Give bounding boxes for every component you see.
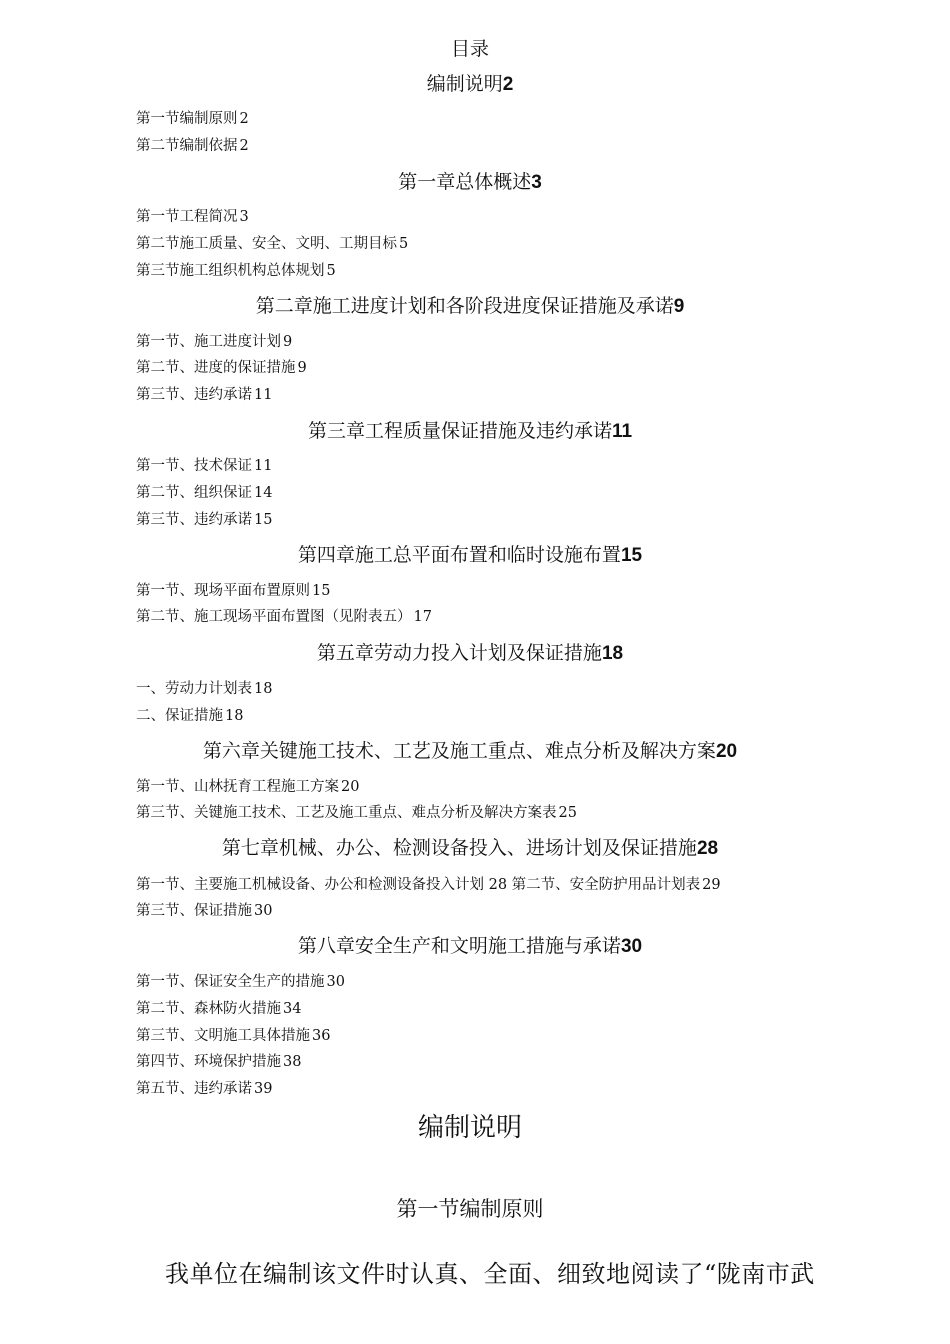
- entry-page-number: 18: [225, 708, 244, 724]
- toc-chapter-8[interactable]: [0, 933, 940, 960]
- toc-chapter-6[interactable]: [0, 738, 940, 765]
- toc-entry[interactable]: [136, 234, 408, 254]
- toc-entry[interactable]: [136, 456, 272, 476]
- entry-title: 第一节、主要施工机械设备、办公和检测设备投入计划 28 第二节、安全防护用品计划表: [136, 877, 701, 893]
- entry-page-number: 2: [239, 111, 249, 127]
- entry-title: 第一节、现场平面布置原则: [136, 583, 310, 599]
- toc-chapter-preface[interactable]: [0, 71, 940, 98]
- toc-entry[interactable]: [136, 999, 301, 1019]
- entry-title: 第三节、关键施工技术、工艺及施工重点、难点分析及解决方案表: [136, 805, 557, 821]
- entry-title: 第三节、保证措施: [136, 903, 252, 919]
- toc-entry[interactable]: [136, 136, 249, 156]
- toc-entry[interactable]: [136, 777, 359, 797]
- chapter-page-number: 11: [611, 421, 633, 442]
- entry-page-number: 15: [254, 512, 273, 528]
- chapter-title: 第五章劳动力投入计划及保证措施: [316, 642, 602, 664]
- chapter-page-number: 15: [620, 545, 643, 566]
- entry-page-number: 5: [399, 236, 409, 252]
- toc-entry[interactable]: [136, 207, 249, 227]
- chapter-title: 第二章施工进度计划和各阶段进度保证措施及承诺: [255, 295, 674, 317]
- entry-page-number: 17: [413, 609, 432, 625]
- toc-entry[interactable]: [136, 510, 272, 530]
- chapter-page-number: 9: [673, 296, 685, 317]
- toc-entry[interactable]: [136, 972, 345, 992]
- toc-entry[interactable]: [136, 1026, 330, 1046]
- chapter-page-number: 30: [620, 936, 643, 957]
- entry-title: 第二节施工质量、安全、文明、工期目标: [136, 236, 397, 252]
- toc-chapter-1[interactable]: [0, 169, 940, 196]
- entry-title: 第一节、保证安全生产的措施: [136, 974, 325, 990]
- toc-entry[interactable]: [136, 581, 330, 601]
- entry-title: 第二节、森林防火措施: [136, 1001, 281, 1017]
- chapter-title: 编制说明: [426, 73, 503, 95]
- entry-page-number: 9: [297, 360, 307, 376]
- toc-entry[interactable]: [136, 803, 577, 823]
- chapter-title: 第一章总体概述: [398, 171, 532, 193]
- toc-entry[interactable]: [136, 1052, 301, 1072]
- toc-entry[interactable]: [136, 875, 721, 895]
- subsection-heading: 第一节编制原则: [396, 1197, 544, 1221]
- entry-page-number: 29: [702, 877, 721, 893]
- entry-title: 第五节、违约承诺: [136, 1081, 252, 1097]
- entry-page-number: 3: [239, 209, 249, 225]
- entry-page-number: 38: [283, 1054, 302, 1070]
- entry-title: 第二节、施工现场平面布置图（见附表五）: [136, 609, 412, 625]
- chapter-title: 第三章工程质量保证措施及违约承诺: [307, 420, 612, 442]
- toc-entry[interactable]: [136, 1079, 272, 1099]
- entry-page-number: 15: [312, 583, 331, 599]
- entry-title: 第一节、施工进度计划: [136, 334, 281, 350]
- toc-entry[interactable]: [136, 332, 292, 352]
- chapter-title: 第七章机械、办公、检测设备投入、进场计划及保证措施: [221, 837, 697, 859]
- entry-page-number: 39: [254, 1081, 273, 1097]
- toc-title: 目录: [450, 38, 489, 60]
- toc-entry[interactable]: [136, 607, 432, 627]
- entry-page-number: 30: [326, 974, 345, 990]
- entry-title: 第一节工程简况: [136, 209, 238, 225]
- toc-chapter-4[interactable]: [0, 542, 940, 569]
- toc-chapter-2[interactable]: [0, 293, 940, 320]
- entry-title: 二、保证措施: [136, 708, 223, 724]
- entry-page-number: 20: [341, 779, 360, 795]
- entry-title: 第三节、违约承诺: [136, 512, 252, 528]
- entry-title: 第二节、组织保证: [136, 485, 252, 501]
- entry-title: 第三节施工组织机构总体规划: [136, 263, 325, 279]
- toc-entry[interactable]: [136, 358, 307, 378]
- toc-chapter-5[interactable]: [0, 640, 940, 667]
- entry-title: 第一节编制原则: [136, 111, 238, 127]
- chapter-page-number: 20: [715, 741, 738, 762]
- chapter-page-number: 18: [601, 643, 624, 664]
- entry-title: 第三节、文明施工具体措施: [136, 1028, 310, 1044]
- toc-chapter-3[interactable]: [0, 418, 940, 445]
- entry-title: 第一节、技术保证: [136, 458, 252, 474]
- entry-page-number: 34: [283, 1001, 302, 1017]
- toc-entry[interactable]: [136, 706, 243, 726]
- entry-page-number: 25: [558, 805, 577, 821]
- section-heading: 编制说明: [417, 1113, 522, 1143]
- entry-title: 第二节编制依据: [136, 138, 238, 154]
- toc-entry[interactable]: [136, 901, 272, 921]
- toc-entry[interactable]: [136, 261, 336, 281]
- entry-title: 一、劳动力计划表: [136, 681, 252, 697]
- entry-title: 第三节、违约承诺: [136, 387, 252, 403]
- body-paragraph: 我单位在编制该文件时认真、全面、细致地阅读了“陇南市武: [165, 1260, 815, 1288]
- chapter-page-number: 2: [502, 74, 514, 95]
- entry-title: 第四节、环境保护措施: [136, 1054, 281, 1070]
- chapter-title: 第八章安全生产和文明施工措施与承诺: [297, 935, 621, 957]
- entry-page-number: 11: [254, 458, 273, 474]
- entry-page-number: 11: [254, 387, 273, 403]
- entry-page-number: 5: [326, 263, 336, 279]
- chapter-title: 第六章关键施工技术、工艺及施工重点、难点分析及解决方案: [202, 740, 716, 762]
- toc-chapter-7[interactable]: [0, 835, 940, 862]
- entry-page-number: 2: [239, 138, 249, 154]
- toc-entry[interactable]: [136, 385, 272, 405]
- entry-title: 第一节、山林抚育工程施工方案: [136, 779, 339, 795]
- entry-title: 第二节、进度的保证措施: [136, 360, 296, 376]
- chapter-title: 第四章施工总平面布置和临时设施布置: [297, 544, 621, 566]
- entry-page-number: 9: [283, 334, 293, 350]
- entry-page-number: 36: [312, 1028, 331, 1044]
- toc-entry[interactable]: [136, 679, 272, 699]
- chapter-page-number: 3: [531, 172, 542, 193]
- entry-page-number: 30: [254, 903, 273, 919]
- entry-page-number: 14: [254, 485, 273, 501]
- entry-page-number: 18: [254, 681, 273, 697]
- chapter-page-number: 28: [696, 838, 719, 859]
- toc-entry[interactable]: [136, 483, 272, 503]
- toc-entry[interactable]: [136, 109, 249, 129]
